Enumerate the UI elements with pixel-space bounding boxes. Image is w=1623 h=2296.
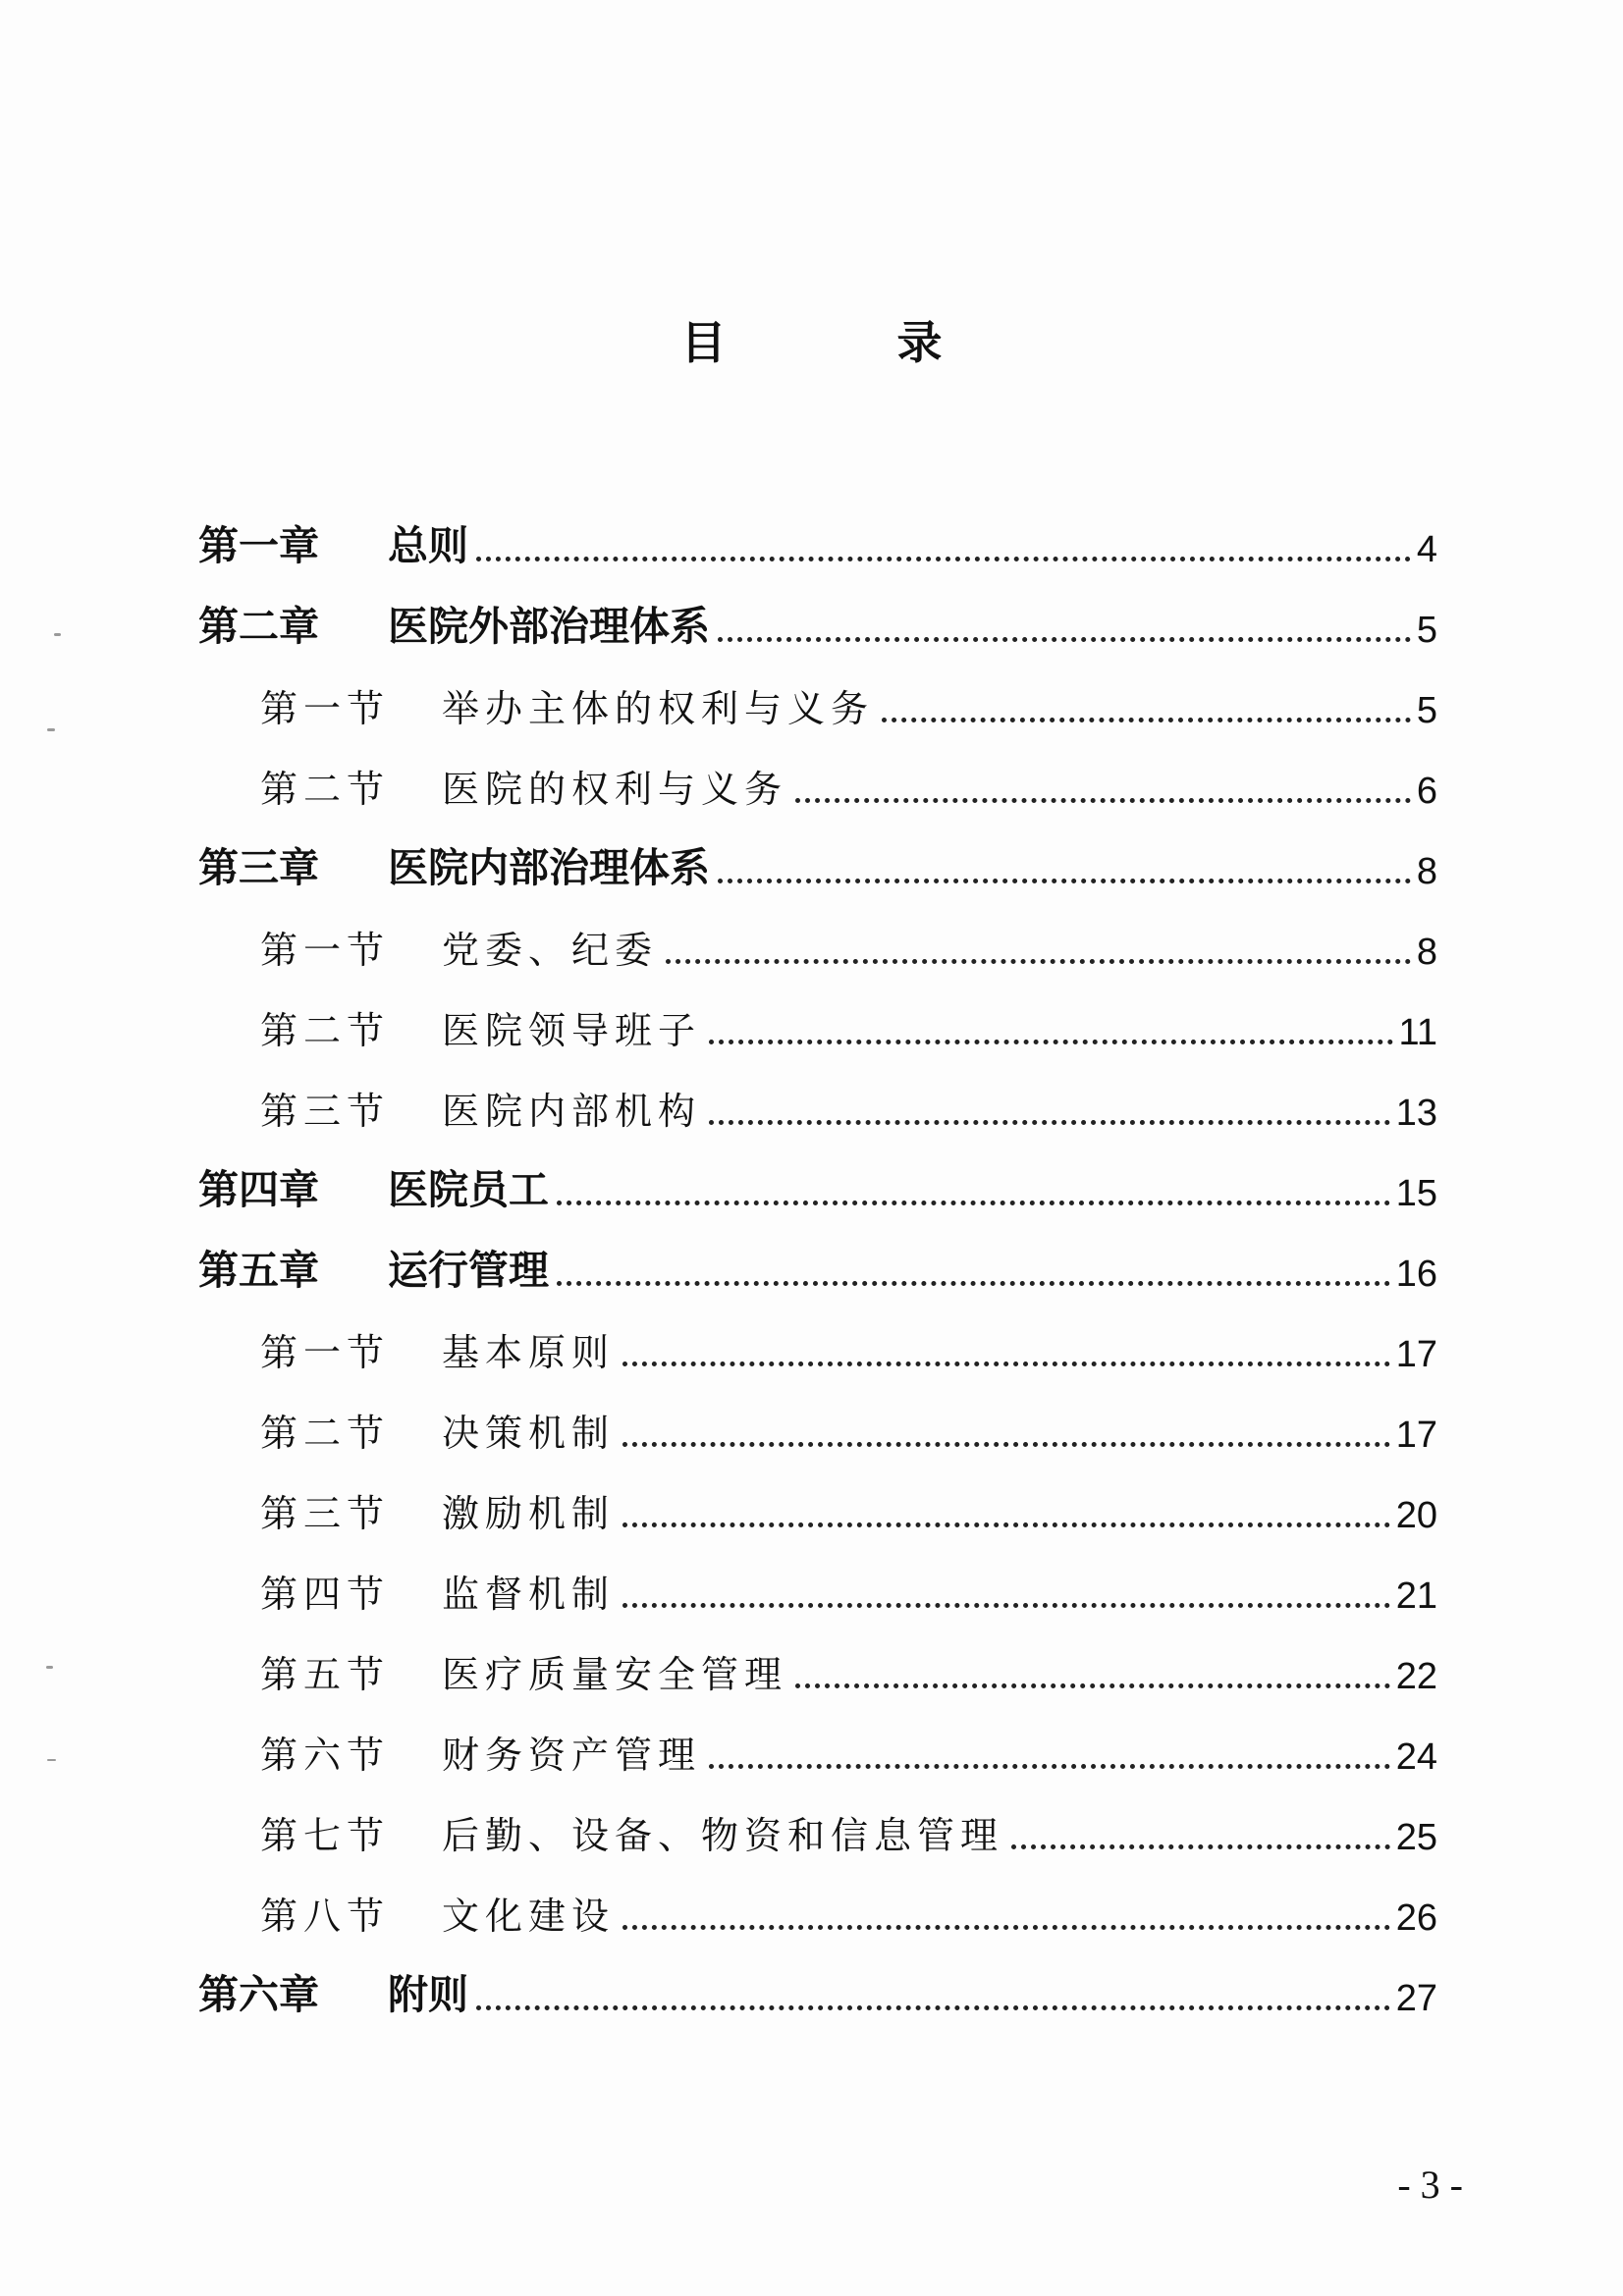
toc-entry-page-number: 17 <box>1395 1334 1437 1375</box>
toc-entry-page-number: 11 <box>1398 1012 1437 1053</box>
dot-leader <box>709 1119 1390 1125</box>
toc-entry-section[interactable] <box>260 1559 1437 1618</box>
dot-leader <box>718 636 1411 642</box>
toc-entry-number: 第二节 <box>260 768 391 811</box>
toc-entry-page-number: 25 <box>1395 1817 1437 1858</box>
toc-entry-page-number: 13 <box>1395 1093 1437 1134</box>
toc-entry-page-number: 8 <box>1416 932 1437 973</box>
toc-entry-chapter[interactable] <box>198 512 1437 571</box>
toc-entry-page-number: 22 <box>1395 1656 1437 1697</box>
toc-entry-number: 第二章 <box>198 603 319 650</box>
toc-entry-label: 财务资产管理 <box>442 1734 702 1777</box>
toc-entry-section[interactable] <box>260 1720 1437 1779</box>
dot-leader <box>476 556 1411 561</box>
dot-leader <box>709 1039 1393 1044</box>
page-number-footer: - 3 - <box>1397 2163 1463 2207</box>
toc-entry-page-number: 17 <box>1395 1415 1437 1456</box>
toc-entry-number: 第一节 <box>260 687 391 730</box>
toc-entry-number: 第六节 <box>260 1734 391 1777</box>
toc-entry-number: 第三章 <box>198 844 319 891</box>
toc-entry-number: 第二节 <box>260 1412 391 1455</box>
toc-entry-number: 第三节 <box>260 1090 391 1133</box>
toc-entry-page-number: 5 <box>1416 610 1437 651</box>
dot-leader <box>622 1441 1390 1447</box>
toc-entry-page-number: 20 <box>1395 1495 1437 1536</box>
dot-leader <box>882 717 1411 722</box>
toc-entry-label: 后勤、设备、物资和信息管理 <box>442 1814 1004 1857</box>
toc-entry-section[interactable] <box>260 1800 1437 1859</box>
toc-entry-label: 医院内部机构 <box>442 1090 702 1133</box>
toc-entry-chapter[interactable] <box>198 1237 1437 1296</box>
page-title: 目 录 <box>680 316 1005 369</box>
toc-entry-number: 第二节 <box>260 1009 391 1052</box>
dot-leader <box>622 1522 1390 1527</box>
toc-entry-label: 监督机制 <box>442 1573 616 1616</box>
toc-entry-page-number: 6 <box>1416 771 1437 812</box>
dot-leader <box>709 1763 1390 1769</box>
dot-leader <box>666 958 1411 964</box>
toc-entry-page-number: 4 <box>1416 529 1437 570</box>
toc-entry-page-number: 16 <box>1395 1254 1437 1295</box>
toc-entry-page-number: 8 <box>1416 851 1437 892</box>
scan-speck <box>46 1666 53 1669</box>
toc-entry-section[interactable] <box>260 1639 1437 1698</box>
dot-leader <box>476 2004 1390 2010</box>
toc-entry-number: 第三节 <box>260 1492 391 1535</box>
toc-entry-number: 第六章 <box>198 1971 319 2018</box>
toc-entry-label: 总则 <box>388 522 468 569</box>
toc-entry-label: 基本原则 <box>442 1331 616 1374</box>
dot-leader <box>557 1280 1390 1286</box>
toc-entry-number: 第七节 <box>260 1814 391 1857</box>
toc-entry-section[interactable] <box>260 1076 1437 1135</box>
dot-leader <box>622 1602 1390 1608</box>
toc-entry-page-number: 15 <box>1395 1173 1437 1214</box>
toc-entry-label: 医院外部治理体系 <box>388 603 710 650</box>
toc-entry-label: 文化建设 <box>442 1895 616 1938</box>
toc-entry-page-number: 26 <box>1395 1897 1437 1939</box>
toc-entry-label: 医院员工 <box>388 1166 549 1213</box>
toc-entry-chapter[interactable] <box>198 1961 1437 2020</box>
dot-leader <box>795 797 1411 803</box>
toc-entry-label: 附则 <box>388 1971 468 2018</box>
toc-entry-section[interactable] <box>260 1881 1437 1940</box>
toc-entry-number: 第五章 <box>198 1247 319 1294</box>
toc-entry-section[interactable] <box>260 1317 1437 1376</box>
toc-entry-label: 运行管理 <box>388 1247 549 1294</box>
toc-entry-section[interactable] <box>260 995 1437 1054</box>
toc-entry-page-number: 24 <box>1395 1736 1437 1778</box>
dot-leader <box>622 1924 1390 1930</box>
toc-entry-label: 医院领导班子 <box>442 1009 702 1052</box>
dot-leader <box>1011 1843 1390 1849</box>
toc-entry-number: 第四节 <box>260 1573 391 1616</box>
toc-entry-number: 第八节 <box>260 1895 391 1938</box>
toc-entry-section[interactable] <box>260 1398 1437 1457</box>
dot-leader <box>622 1361 1390 1366</box>
toc-entry-page-number: 21 <box>1395 1575 1437 1617</box>
toc-entry-chapter[interactable] <box>198 1156 1437 1215</box>
toc-entry-number: 第一章 <box>198 522 319 569</box>
toc-entry-label: 医疗质量安全管理 <box>442 1653 788 1696</box>
toc-entry-section[interactable] <box>260 754 1437 813</box>
dot-leader <box>795 1682 1390 1688</box>
scan-speck <box>47 1759 56 1761</box>
toc-entry-section[interactable] <box>260 915 1437 974</box>
toc-entry-page-number: 27 <box>1395 1978 1437 2019</box>
toc-entry-chapter[interactable] <box>198 593 1437 652</box>
toc-entry-label: 决策机制 <box>442 1412 616 1455</box>
toc-entry-chapter[interactable] <box>198 834 1437 893</box>
toc-entry-number: 第五节 <box>260 1653 391 1696</box>
toc-entry-label: 医院内部治理体系 <box>388 844 710 891</box>
toc-entry-label: 举办主体的权利与义务 <box>442 687 875 730</box>
toc-entry-label: 医院的权利与义务 <box>442 768 788 811</box>
toc-entry-label: 党委、纪委 <box>442 929 659 972</box>
toc-entry-number: 第四章 <box>198 1166 319 1213</box>
toc-entry-number: 第一节 <box>260 929 391 972</box>
dot-leader <box>557 1200 1390 1205</box>
scan-speck <box>47 728 55 731</box>
toc-entry-label: 激励机制 <box>442 1492 616 1535</box>
toc-entry-section[interactable] <box>260 673 1437 732</box>
toc-entry-section[interactable] <box>260 1478 1437 1537</box>
toc-entry-page-number: 5 <box>1416 690 1437 731</box>
toc-entry-number: 第一节 <box>260 1331 391 1374</box>
dot-leader <box>718 878 1411 883</box>
scan-speck <box>54 633 61 636</box>
